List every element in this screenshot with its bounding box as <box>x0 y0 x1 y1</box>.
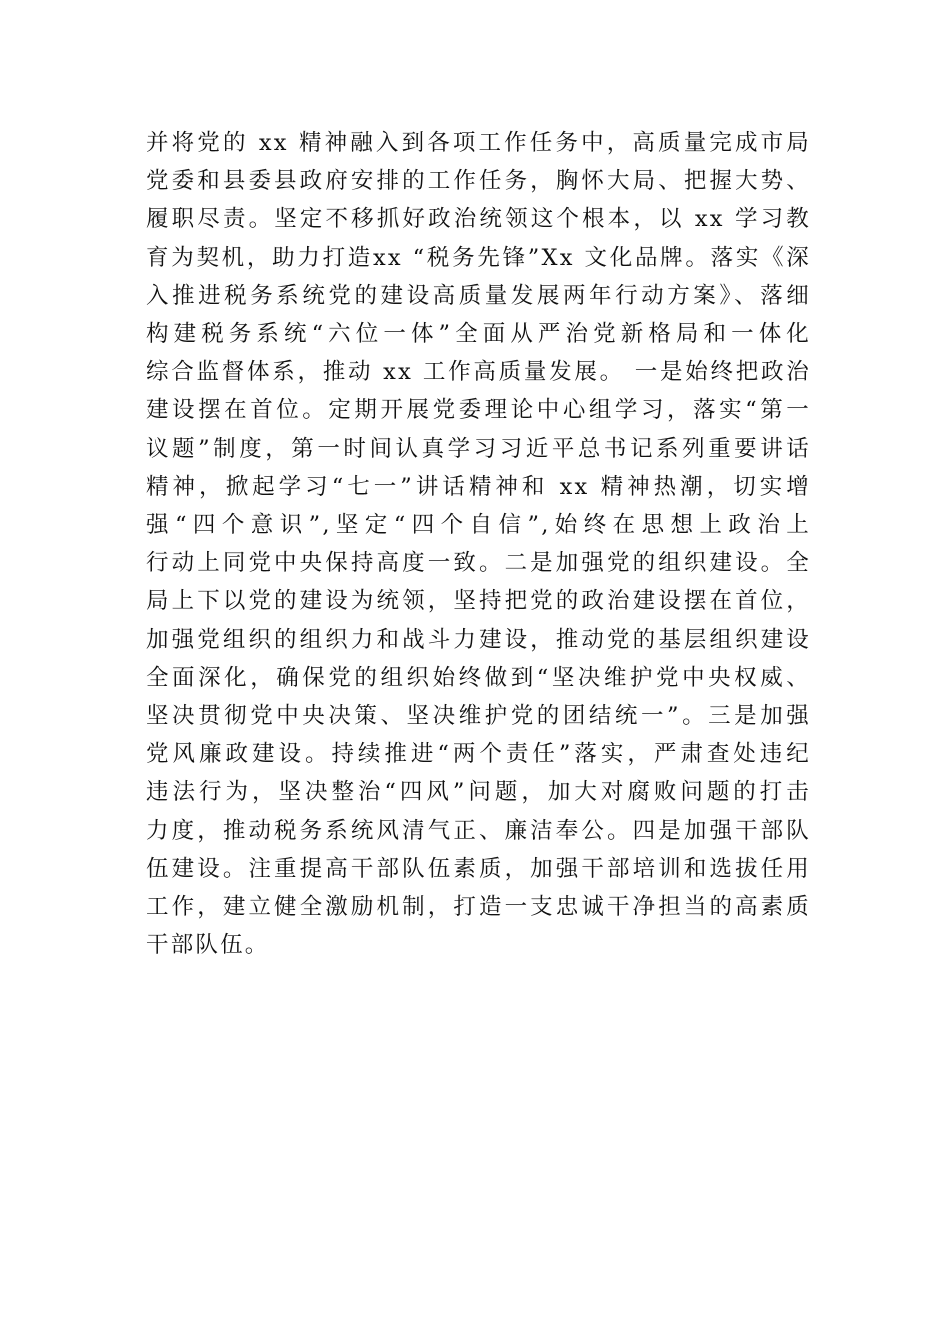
text-line: 伍建设。注重提高干部队伍素质，加强干部培训和选拔任用 <box>146 855 811 882</box>
text-line: 建设摆在首位。定期开展党委理论中心组学习，落实“第一 <box>146 397 811 424</box>
text-line: 党委和县委县政府安排的工作任务，胸怀大局、把握大势、 <box>146 168 811 195</box>
text-line: 局上下以党的建设为统领，坚持把党的政治建设摆在首位， <box>146 588 811 615</box>
text-line: 履职尽责。坚定不移抓好政治统领这个根本，以 xx 学习教 <box>146 206 811 233</box>
text-line: 入推进税务系统党的建设高质量发展两年行动方案》、落细 <box>146 282 811 309</box>
text-line: 违法行为，坚决整治“四风”问题，加大对腐败问题的打击 <box>146 779 811 806</box>
text-line: 党风廉政建设。持续推进“两个责任”落实，严肃查处违纪 <box>146 741 811 768</box>
text-line: 全面深化，确保党的组织始终做到“坚决维护党中央权威、 <box>146 664 811 691</box>
text-line: 并将党的 xx 精神融入到各项工作任务中，高质量完成市局 <box>146 130 811 156</box>
text-line: 力度，推动税务系统风清气正、廉洁奉公。四是加强干部队 <box>146 817 811 844</box>
text-line: 工作，建立健全激励机制，打造一支忠诚干净担当的高素质 <box>146 894 811 921</box>
text-line: 加强党组织的组织力和战斗力建设，推动党的基层组织建设 <box>146 626 811 653</box>
text-line: 坚决贯彻党中央决策、坚决维护党的团结统一”。三是加强 <box>146 703 811 730</box>
text-line: 构建税务系统“六位一体”全面从严治党新格局和一体化 <box>146 321 811 348</box>
text-line: 强“四个意识”,坚定“四个自信”,始终在思想上政治上 <box>146 512 811 539</box>
text-line: 精神，掀起学习“七一”讲话精神和 xx 精神热潮，切实增 <box>146 473 811 500</box>
text-line: 议题”制度，第一时间认真学习习近平总书记系列重要讲话 <box>146 435 811 462</box>
body-paragraph <box>146 124 811 964</box>
text-line: 行动上同党中央保持高度一致。二是加强党的组织建设。全 <box>146 550 811 577</box>
text-line: 综合监督体系，推动 xx 工作高质量发展。 一是始终把政治 <box>146 359 811 386</box>
text-line: 干部队伍。 <box>146 932 270 959</box>
text-line: 育为契机，助力打造xx “税务先锋”Xx 文化品牌。落实《深 <box>146 244 811 271</box>
